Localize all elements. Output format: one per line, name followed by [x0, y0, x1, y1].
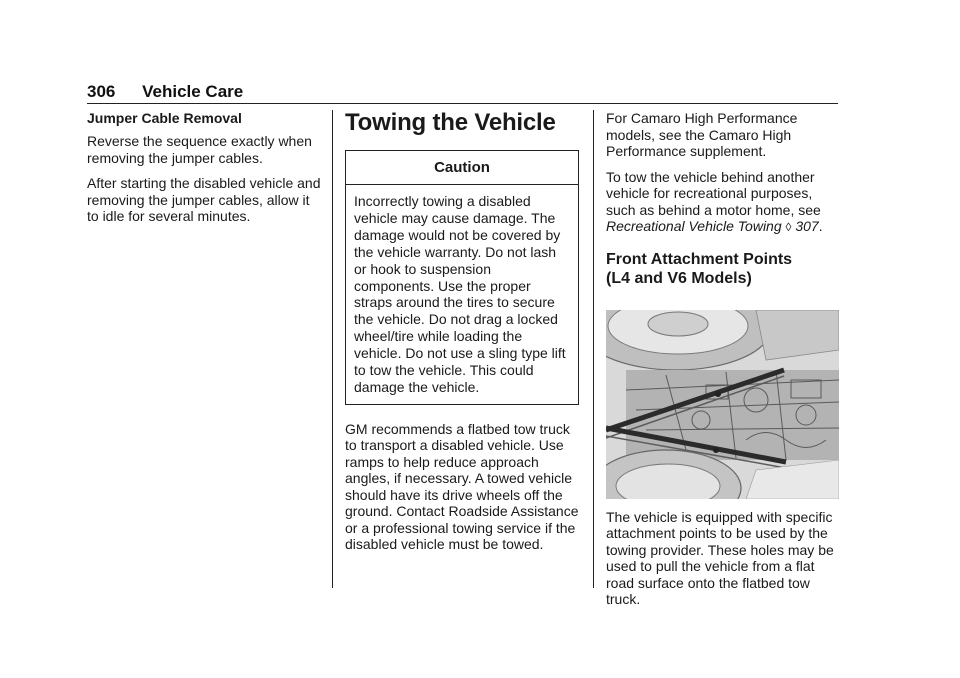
- page-number: 306: [87, 82, 116, 101]
- page-header: [87, 82, 243, 102]
- section-title: Vehicle Care: [142, 82, 244, 101]
- column-middle: [345, 110, 581, 562]
- caution-box: [345, 150, 579, 405]
- column-right: [606, 110, 842, 617]
- cross-reference-link[interactable]: Recreational Vehicle Towing: [606, 218, 782, 234]
- heading-line: Front Attachment Points: [606, 250, 793, 268]
- heading-front-attachment-points: [606, 250, 842, 288]
- vehicle-underside-illustration-icon: [606, 310, 839, 499]
- header-divider: [87, 103, 838, 104]
- paragraph: Reverse the sequence exactly when removing the jumper cables.: [87, 133, 312, 166]
- caution-title: Caution: [346, 151, 578, 185]
- column-left: [87, 110, 323, 234]
- heading-line: (L4 and V6 Models): [606, 269, 752, 287]
- paragraph: After starting the disabled vehicle and removing the jumper cables, allow it to idle for several minutes.: [87, 175, 321, 224]
- caution-text: Incorrectly towing a disabled vehicle may cause damage. The damage would not be covered by the vehicle warranty. Do not lash or hook to suspension components. Use the proper straps around the tires to secure the vehicle. Do not drag a locked wheel/tire while loading the vehicle. Do not use a sling type lift to tow the vehicle. This could damage the vehicle.: [354, 193, 566, 395]
- subheading-jumper-cable-removal: Jumper Cable Removal: [87, 110, 242, 126]
- page-reference-icon: ◊: [785, 220, 792, 234]
- page-reference-number[interactable]: 307: [795, 218, 819, 234]
- period: .: [818, 218, 823, 234]
- paragraph: The vehicle is equipped with specific attachment points to be used by the towing provider. These holes may be used to pull the vehicle from a flat road surface onto the flatbed tow truck.: [606, 508, 834, 607]
- column-divider: [593, 110, 594, 588]
- paragraph-recreational: [606, 169, 842, 236]
- section-heading-towing: Towing the Vehicle: [345, 109, 556, 136]
- paragraph: GM recommends a flatbed tow truck to transport a disabled vehicle. Use ramps to help reduce approach angles, if necessary. A towed vehicle should have its drive wheels off the ground. Contact Roadside Assistance or a professional towing service if the disabled vehicle must be towed.: [345, 420, 579, 553]
- paragraph: For Camaro High Performance models, see the Camaro High Performance supplement.: [606, 110, 798, 159]
- paragraph-text: To tow the vehicle behind another vehicle for recreational purposes, such as behind a motor home, see: [606, 168, 821, 218]
- column-divider: [332, 110, 333, 588]
